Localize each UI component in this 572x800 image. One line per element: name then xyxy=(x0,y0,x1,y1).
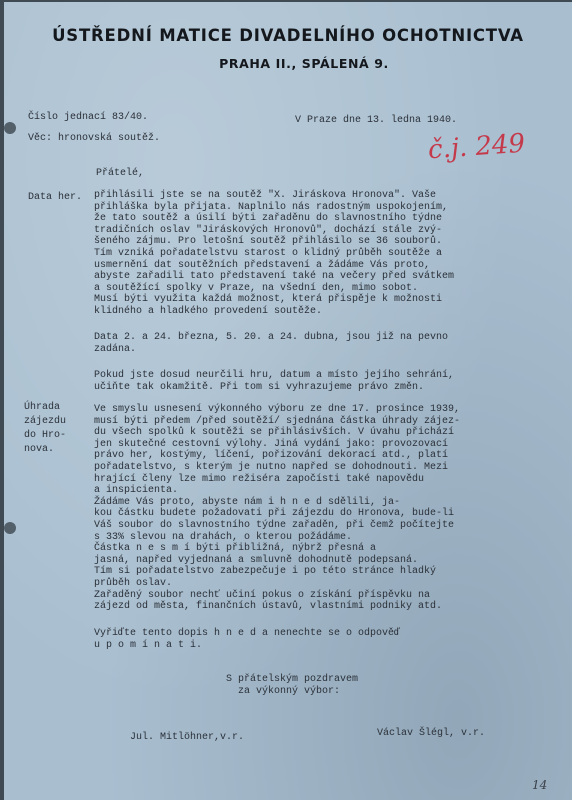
reference-number: Číslo jednací 83/40. xyxy=(28,112,149,123)
letterhead-title: ÚSTŘEDNÍ MATICE DIVADELNÍHO OCHOTNICTVA xyxy=(52,26,524,45)
punch-hole xyxy=(4,122,16,134)
signature-right: Václav Šlégl, v.r. xyxy=(377,728,486,739)
signature-left: Jul. Mitlöhner,v.r. xyxy=(130,732,245,743)
letter-date: V Praze dne 13. ledna 1940. xyxy=(295,115,458,126)
paragraph-dates: Data 2. a 24. března, 5. 20. a 24. dubna, jsou již na pevno zadána. xyxy=(94,332,449,355)
margin-note-payment: Úhrada zájezdu do Hro- nova. xyxy=(24,402,67,455)
letter-page xyxy=(4,2,572,800)
registration-mark: č.j. 249 xyxy=(427,128,526,166)
salutation: Přátelé, xyxy=(96,168,145,179)
page-number: 14 xyxy=(532,778,548,792)
paragraph-play-choice: Pokud jste dosud neurčili hru, datum a místo jejího sehrání, učiňte tak okamžitě. Při tom si vyhrazujeme právo změn. xyxy=(94,370,455,393)
paragraph-payment: Ve smyslu usnesení výkonného výboru ze dne 17. prosince 1939, musí býti předem /před soutěží/ sjednána částka úhrady zájez- du všech spolků k soutěži se přihlásivších. V úvahu přichází jen skutečné cestovní výlohy. Jiná vydání jako: provozovací právo her, kostýmy, líčení, pořizování dekorací atd., platí pořadatelstvo, s kterým je nutno napřed se dohodnouti. Mezi hrající členy lze mimo režiséra započísti také napovědu a inspicienta. Žádáme Vás proto, abyste nám i h n e d sdělili, ja- kou částku budete požadovati při zájezdu do Hronova, bude-li Váš soubor do slavnostního týdne zařaděn, při čemž počítejte s 33% slevou na drahách, o kterou požádáme. Částka n e s m í býti přibližná, nýbrž přesná a jasná, napřed vyjednaná a smluvně dohodnutě podepsaná. Tím si pořadatelstvo zabezpečuje i po této stránce hladký průběh oslav. Zařaděný soubor nechť učiní pokus o získání příspěvku na zájezd od města, finančních ústavů, vlastními podniky atd. xyxy=(94,404,461,613)
subject-line: Věc: hronovská soutěž. xyxy=(28,133,161,144)
margin-note-dates: Data her. xyxy=(28,192,83,203)
closing: S přátelským pozdravem za výkonný výbor: xyxy=(226,674,359,697)
letterhead-address: PRAHA II., SPÁLENÁ 9. xyxy=(219,56,389,71)
paragraph-reply-request: Vyřiďte tento dopis h n e d a nenechte se o odpověď u p o m í n a t i. xyxy=(94,628,401,651)
punch-hole xyxy=(4,522,16,534)
paragraph-entries: přihlásili jste se na soutěž "X. Jiráskova Hronova". Vaše přihláška byla přijata. Naplnilo nás radostným uspokojením, že tato soutěž a úsilí býti zařaděnu do slavnostního týdne tradičních oslav "Jiráskových Hronovů", dochází stále zvý- šeného zájmu. Pro letošní soutěž přihlásilo se 36 souborů. Tím vzniká pořadatelstvu starost o klidný průběh soutěže a usmernění dat soutěžních představení a žádáme Vás proto, abyste zařadili tato představení také na večery před svátkem a soutěžící spolky v Praze, na všední den, mimo sobot. Musí býti využita každá možnost, která přispěje k možnosti klidného a hladkého provedení soutěže. xyxy=(94,190,455,317)
